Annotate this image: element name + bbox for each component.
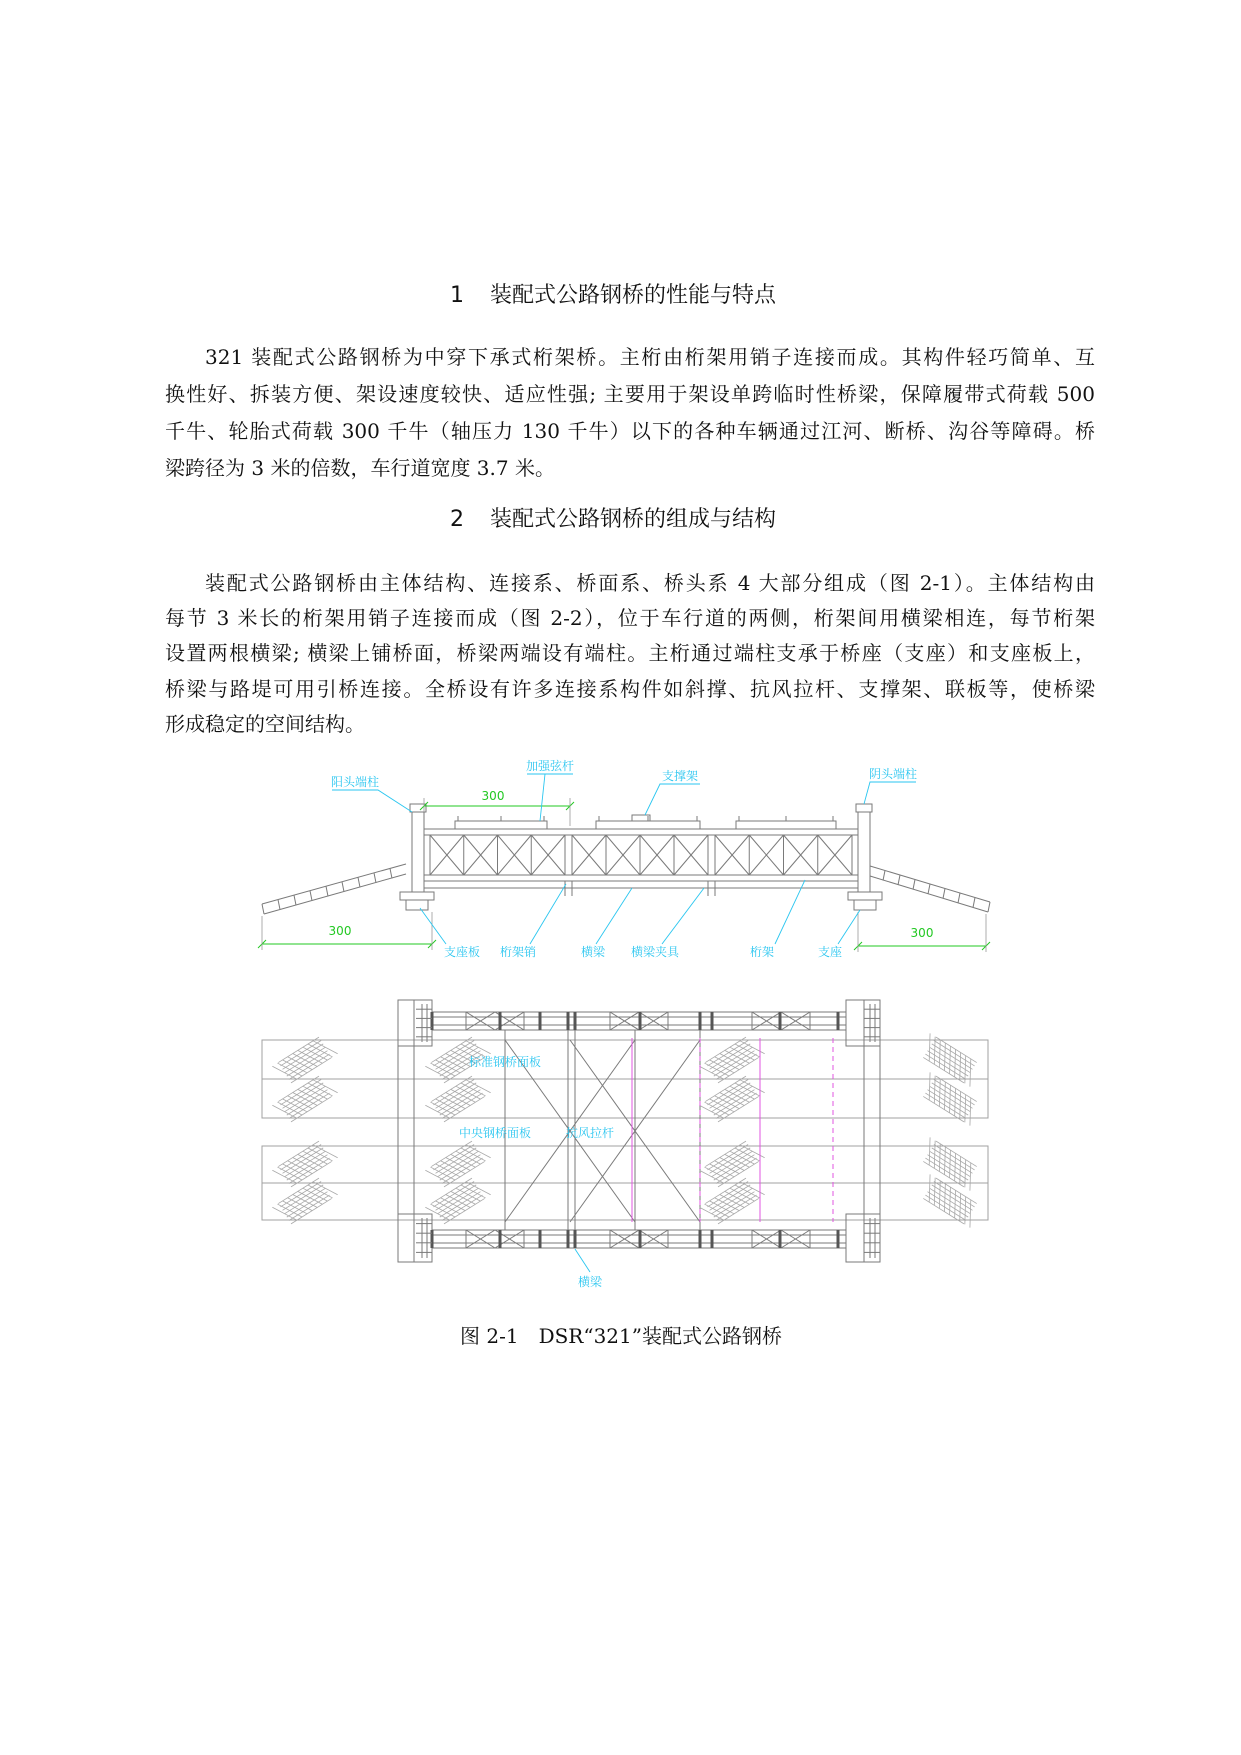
truss-joint xyxy=(639,1230,642,1248)
label-reinforcing-chord: 加强弦杆 xyxy=(525,759,575,773)
leader-female-end-post xyxy=(864,782,916,804)
left-ramp-end xyxy=(262,904,264,914)
deck-hatch-line xyxy=(714,1090,755,1115)
paragraph-line: 装配式公路钢桥由主体结构、连接系、桥面系、桥头系 4 大部分组成（图 2-1）。主体结构由 xyxy=(205,571,1095,595)
truss-joint xyxy=(499,1012,502,1030)
deck-hatch-line xyxy=(928,1051,969,1076)
section-number: 1 xyxy=(450,283,464,308)
ramp-plank xyxy=(326,886,328,896)
dimension-lines xyxy=(258,802,990,950)
leader-male-end-post xyxy=(332,790,412,812)
truss-joint xyxy=(639,1012,642,1030)
deck-hatch-line xyxy=(287,1155,328,1180)
deck-hatch-line xyxy=(283,1185,324,1210)
label-center-deck: 中央钢桥面板 xyxy=(458,1126,532,1140)
deck-hatch-line xyxy=(710,1044,751,1069)
end-post-cap xyxy=(856,804,872,812)
label-transom-clamp: 横梁夹具 xyxy=(630,945,680,959)
leader-reinforcing-chord xyxy=(540,774,545,821)
deck-hatch-line xyxy=(283,1083,324,1108)
deck-hatch-line xyxy=(710,1185,751,1210)
deck-hatch-line xyxy=(283,1044,324,1069)
deck-hatch-line xyxy=(287,1051,328,1076)
leader-base-plate xyxy=(420,908,446,944)
ramp-plank xyxy=(943,889,945,899)
ramp-plank xyxy=(958,893,960,903)
truss-joint xyxy=(539,1012,542,1030)
truss-joint xyxy=(779,1230,782,1248)
ramp-plank xyxy=(973,898,975,908)
elevation-leaders xyxy=(332,774,916,944)
label-standard-deck: 标准钢桥面板 xyxy=(468,1055,542,1069)
right-ramp-edge xyxy=(870,876,988,912)
label-female-end-post: 阴头端柱 xyxy=(868,767,918,781)
truss-joint xyxy=(779,1012,782,1030)
leader-transom xyxy=(596,888,632,944)
paragraph-line: 形成稳定的空间结构。 xyxy=(165,712,365,736)
deck-hatch-line xyxy=(936,1141,977,1166)
bracing-frame xyxy=(632,815,650,821)
base-plate xyxy=(848,892,882,900)
label-transom: 横梁 xyxy=(580,945,606,959)
deck-hatch-line xyxy=(932,1083,973,1108)
paragraph-line: 设置两根横梁; 横梁上铺桥面，桥梁两端设有端柱。主桁通过端柱支承于桥座（支座）和支座板上， xyxy=(165,641,1095,665)
ramp-plank xyxy=(278,900,280,910)
deck-hatch-line xyxy=(436,1083,477,1108)
truss-joint xyxy=(699,1012,702,1030)
ramp-plank xyxy=(358,877,360,887)
label-bearing: 支座 xyxy=(817,945,843,959)
bearing xyxy=(854,900,876,910)
section-title: 装配式公路钢桥的组成与结构 xyxy=(490,507,777,532)
reinforcing-chord xyxy=(455,821,547,829)
reinforcing-chord xyxy=(596,821,700,829)
leader-transom-clamp xyxy=(662,888,704,944)
leader-bearing xyxy=(838,910,860,944)
truss-brace-box xyxy=(466,1012,524,1030)
left-ramp-edge xyxy=(262,864,406,904)
ramp-plank xyxy=(374,873,376,883)
truss-brace-box xyxy=(466,1230,524,1248)
deck-hatch-line xyxy=(440,1192,481,1217)
ramp-plank xyxy=(310,891,312,901)
paragraph-line: 桥梁与路堤可用引桥连接。全桥设有许多连接系构件如斜撑、抗风拉杆、支撑架、联板等，使桥梁 xyxy=(165,677,1095,701)
label-male-end-post: 阳头端柱 xyxy=(330,775,380,789)
label-transom-plan: 横梁 xyxy=(577,1275,603,1289)
paragraph-line: 千牛、轮胎式荷载 300 千牛（轴压力 130 千牛）以下的各种车辆通过江河、断桥、沟谷等障碍。桥 xyxy=(165,419,1095,443)
deck-hatch-line xyxy=(287,1192,328,1217)
leader-transom-plan xyxy=(575,1249,590,1272)
label-panel: 桁架 xyxy=(749,945,775,959)
truss-joint xyxy=(837,1230,840,1248)
label-sway-brace: 抗风拉杆 xyxy=(565,1126,615,1140)
label-bracing-frame: 支撑架 xyxy=(661,769,699,783)
deck-hatch-line xyxy=(440,1155,481,1180)
deck-hatch-line xyxy=(928,1192,969,1217)
truss-joint xyxy=(499,1230,502,1248)
leader-panel-pin xyxy=(530,884,566,944)
dimension-bottom-right: 300 xyxy=(910,926,934,940)
ramp-plank xyxy=(913,880,915,890)
deck-hatch-line xyxy=(436,1185,477,1210)
leader-panel xyxy=(775,880,805,944)
paragraph-line: 每节 3 米长的桁架用销子连接而成（图 2-2），位于车行道的两侧，桁架间用横梁相连，每节桁架 xyxy=(165,606,1095,630)
truss-joint xyxy=(567,1012,570,1030)
female-end-post xyxy=(858,812,870,892)
deck-hatch-line xyxy=(710,1083,751,1108)
deck-hatch-line xyxy=(932,1185,973,1210)
dimension-top: 300 xyxy=(481,789,505,803)
ramp-plank xyxy=(883,871,885,881)
base-plate xyxy=(400,892,434,900)
deck-hatch-line xyxy=(714,1192,755,1217)
deck-hatch-line xyxy=(283,1148,324,1173)
reinforcing-chord xyxy=(736,821,836,829)
deck-hatch-line xyxy=(714,1155,755,1180)
deck-hatch-line xyxy=(928,1090,969,1115)
right-ramp-end xyxy=(988,902,990,912)
deck-hatch-line xyxy=(936,1076,977,1101)
deck-hatch-line xyxy=(710,1148,751,1173)
paragraph-line: 321 装配式公路钢桥为中穿下承式桁架桥。主桁由桁架用销子连接而成。其构件轻巧简单、互 xyxy=(205,345,1095,369)
section-1-heading xyxy=(450,282,776,310)
deck-hatch-line xyxy=(714,1051,755,1076)
deck-hatch-line xyxy=(928,1155,969,1180)
deck-hatch-line xyxy=(932,1148,973,1173)
section-title: 装配式公路钢桥的性能与特点 xyxy=(490,283,777,308)
magenta-brace-lines xyxy=(632,1038,833,1222)
truss-joint xyxy=(837,1012,840,1030)
truss-joint xyxy=(711,1012,714,1030)
label-panel-pin: 桁架销 xyxy=(499,945,537,959)
ramp-plank xyxy=(928,884,930,894)
truss-joint xyxy=(699,1230,702,1248)
ramp-plank xyxy=(898,875,900,885)
ramp-plank xyxy=(390,868,392,878)
section-2-heading xyxy=(450,506,776,534)
truss-joint xyxy=(539,1230,542,1248)
deck-lane xyxy=(262,1079,988,1118)
truss-joint xyxy=(574,1012,577,1030)
paragraph-line: 换性好、拆装方便、架设速度较快、适应性强; 主要用于架设单跨临时性桥梁，保障履带式荷载 500 xyxy=(165,382,1095,406)
truss-joint xyxy=(711,1230,714,1248)
ramp-plank xyxy=(294,895,296,905)
leader-bracing-frame xyxy=(645,784,700,815)
deck-hatch-line xyxy=(440,1090,481,1115)
figure-caption: 图 2-1 DSR“321”装配式公路钢桥 xyxy=(460,1324,782,1348)
figure-2-1-drawing xyxy=(220,740,1020,1300)
section-number: 2 xyxy=(450,507,464,532)
deck-hatch-line xyxy=(436,1148,477,1173)
deck-lane xyxy=(262,1146,988,1183)
bearing xyxy=(406,900,428,910)
plan-view xyxy=(262,1000,988,1262)
deck-hatch-line xyxy=(932,1044,973,1069)
male-end-post xyxy=(412,812,424,892)
plan-leaders xyxy=(575,1249,590,1272)
truss-joint xyxy=(567,1230,570,1248)
label-base-plate: 支座板 xyxy=(443,945,481,959)
left-ramp-edge xyxy=(264,874,406,914)
ramp-plank xyxy=(342,882,344,892)
deck-hatch-line xyxy=(936,1037,977,1062)
paragraph-line: 梁跨径为 3 米的倍数，车行道宽度 3.7 米。 xyxy=(165,456,555,480)
dimension-bottom-left: 300 xyxy=(328,924,352,938)
truss-joint xyxy=(574,1230,577,1248)
deck-hatch-line xyxy=(287,1090,328,1115)
